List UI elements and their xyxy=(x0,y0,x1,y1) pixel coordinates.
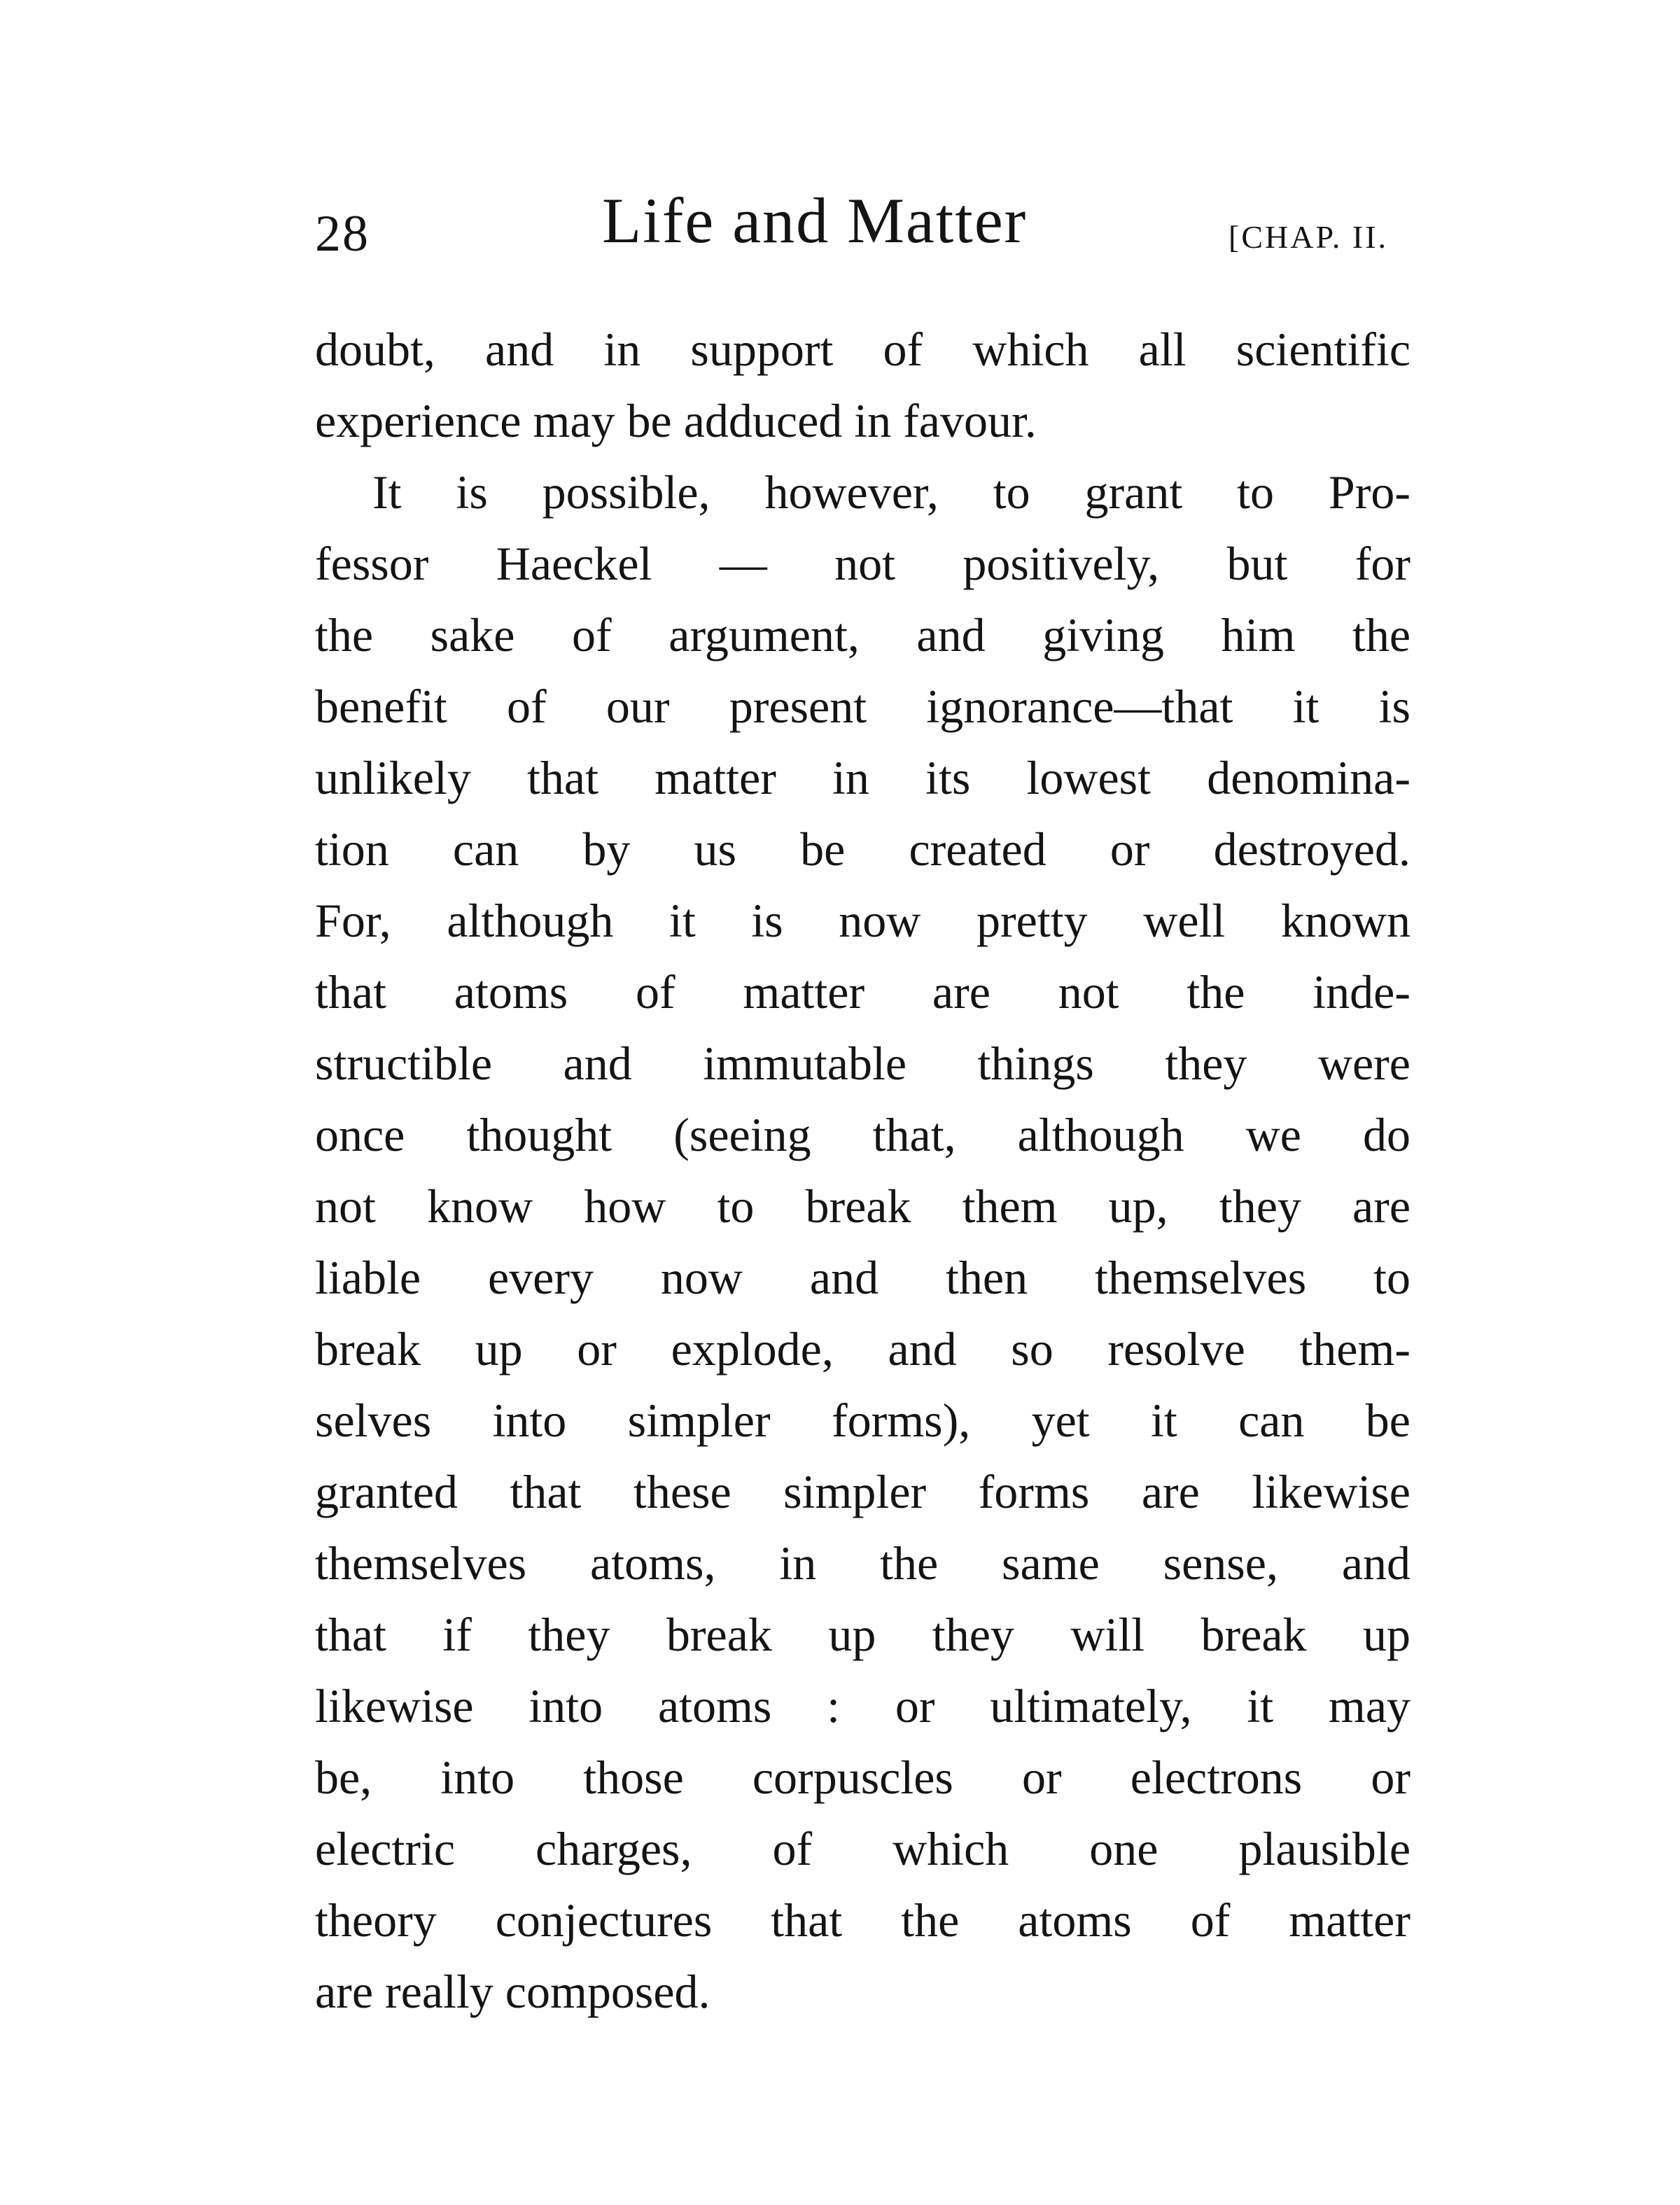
text-line: once thought (seeing that, although we do xyxy=(315,1108,1410,1161)
text-line: electric charges, of which one plausible xyxy=(315,1822,1410,1875)
text-line: unlikely that matter in its lowest denomina- xyxy=(315,751,1410,804)
text-line: theory conjectures that the atoms of matter xyxy=(315,1893,1410,1947)
text-line: structible and immutable things they were xyxy=(315,1037,1410,1090)
text-line: experience may be adduced in favour. xyxy=(315,394,1037,447)
text-line: granted that these simpler forms are likewise xyxy=(315,1465,1410,1518)
text-line: not know how to break them up, they are xyxy=(315,1180,1410,1233)
text-line: doubt, and in support of which all scientific xyxy=(315,323,1410,376)
text-line: fessor Haeckel — not positively, but for xyxy=(315,537,1410,590)
text-line: themselves atoms, in the same sense, and xyxy=(315,1536,1410,1590)
text-line: It is possible, however, to grant to Pro- xyxy=(372,465,1410,519)
text-line: the sake of argument, and giving him the xyxy=(315,608,1410,662)
page-header xyxy=(315,183,1407,274)
running-title: Life and Matter xyxy=(602,185,1028,256)
text-line: that atoms of matter are not the inde- xyxy=(315,965,1410,1018)
text-line: For, although it is now pretty well known xyxy=(315,894,1410,947)
text-line: tion can by us be created or destroyed. xyxy=(315,822,1410,876)
text-line: be, into those corpuscles or electrons or xyxy=(315,1751,1410,1804)
chapter-reference: [CHAP. II. xyxy=(1228,219,1389,255)
text-line: selves into simpler forms), yet it can be xyxy=(315,1394,1410,1447)
text-line: liable every now and then themselves to xyxy=(315,1251,1410,1304)
text-line: benefit of our present ignorance—that it is xyxy=(315,680,1410,733)
page-number: 28 xyxy=(315,205,370,262)
text-line: that if they break up they will break up xyxy=(315,1608,1410,1661)
text-line: are really composed. xyxy=(315,1965,710,2018)
body-text xyxy=(315,314,1410,2027)
text-line: likewise into atoms : or ultimately, it may xyxy=(315,1679,1410,1732)
text-line: break up or explode, and so resolve them- xyxy=(315,1322,1410,1376)
